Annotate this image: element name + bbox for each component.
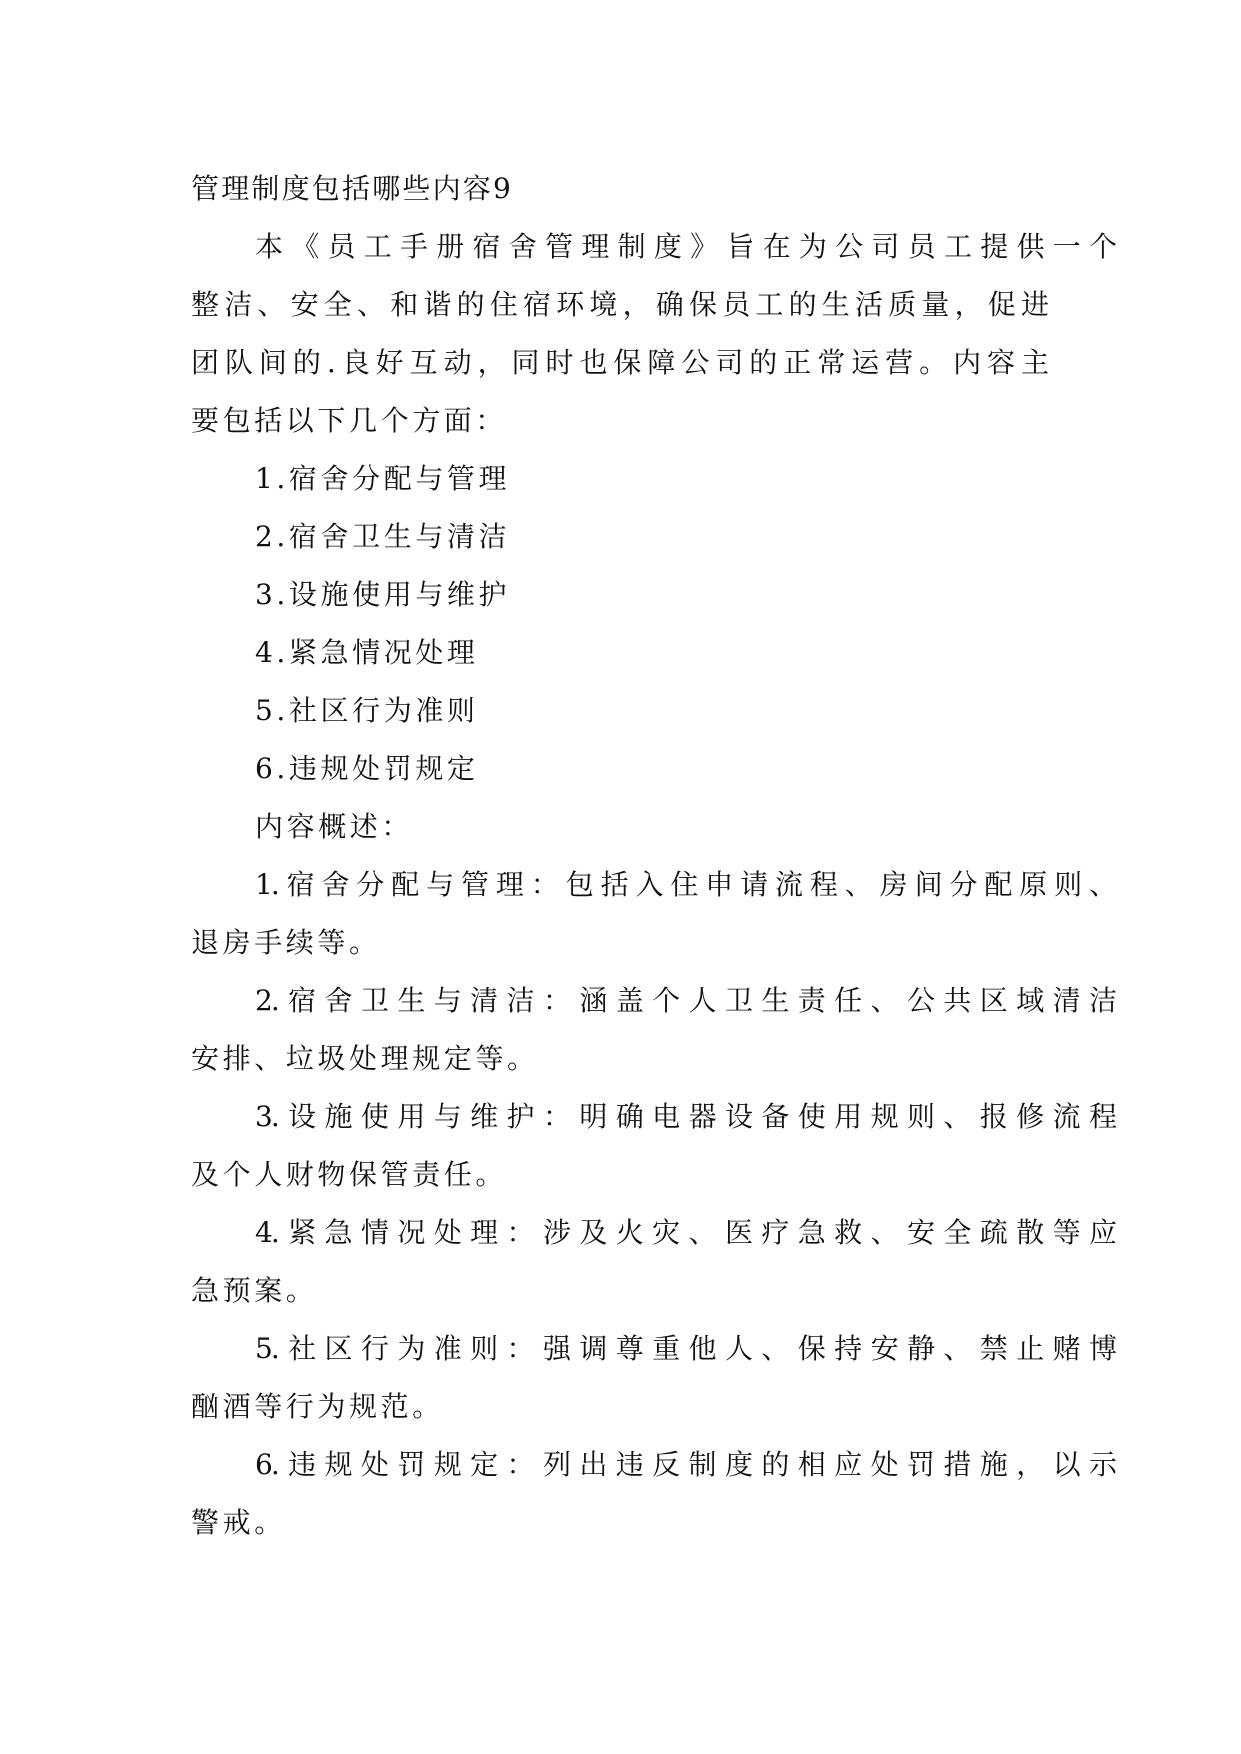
list-item: 2.宿舍卫生与清洁 — [255, 520, 511, 553]
document-page — [191, 160, 1115, 1552]
overview-line-continuation: 退房手续等。 — [191, 926, 381, 959]
list-item: 1.宿舍分配与管理 — [255, 462, 511, 495]
list-item: 6.违规处罚规定 — [255, 752, 479, 785]
overview-line-continuation: 急预案。 — [191, 1274, 318, 1307]
overview-line-continuation: 酗酒等行为规范。 — [191, 1390, 444, 1423]
intro-line-3: 团队间的.良好互动，同时也保障公司的正常运营。内容主 — [191, 346, 1051, 379]
overview-line: 6.违规处罚规定：列出违反制度的相应处罚措施，以示 — [255, 1448, 1115, 1481]
overview-line-continuation: 安排、垃圾处理规定等。 — [191, 1042, 539, 1075]
overview-line-continuation: 警戒。 — [191, 1506, 286, 1539]
overview-line: 4.紧急情况处理：涉及火灾、医疗急救、安全疏散等应 — [255, 1216, 1115, 1249]
overview-line: 5.社区行为准则：强调尊重他人、保持安静、禁止赌博 — [255, 1332, 1115, 1365]
intro-line-4: 要包括以下几个方面： — [191, 404, 508, 437]
list-item: 5.社区行为准则 — [255, 694, 479, 727]
list-item: 3.设施使用与维护 — [255, 578, 511, 611]
overview-heading: 内容概述： — [255, 810, 414, 843]
overview-line: 2.宿舍卫生与清洁：涵盖个人卫生责任、公共区域清洁 — [255, 984, 1115, 1017]
overview-line: 3.设施使用与维护：明确电器设备使用规则、报修流程 — [255, 1100, 1115, 1133]
overview-line: 1.宿舍分配与管理：包括入住申请流程、房间分配原则、 — [255, 868, 1115, 901]
overview-line-continuation: 及个人财物保管责任。 — [191, 1158, 508, 1191]
document-title: 管理制度包括哪些内容9 — [191, 172, 514, 205]
intro-line-1: 本《员工手册宿舍管理制度》旨在为公司员工提供一个 — [255, 230, 1115, 263]
list-item: 4.紧急情况处理 — [255, 636, 479, 669]
intro-line-2: 整洁、安全、和谐的住宿环境，确保员工的生活质量，促进 — [191, 288, 1051, 321]
